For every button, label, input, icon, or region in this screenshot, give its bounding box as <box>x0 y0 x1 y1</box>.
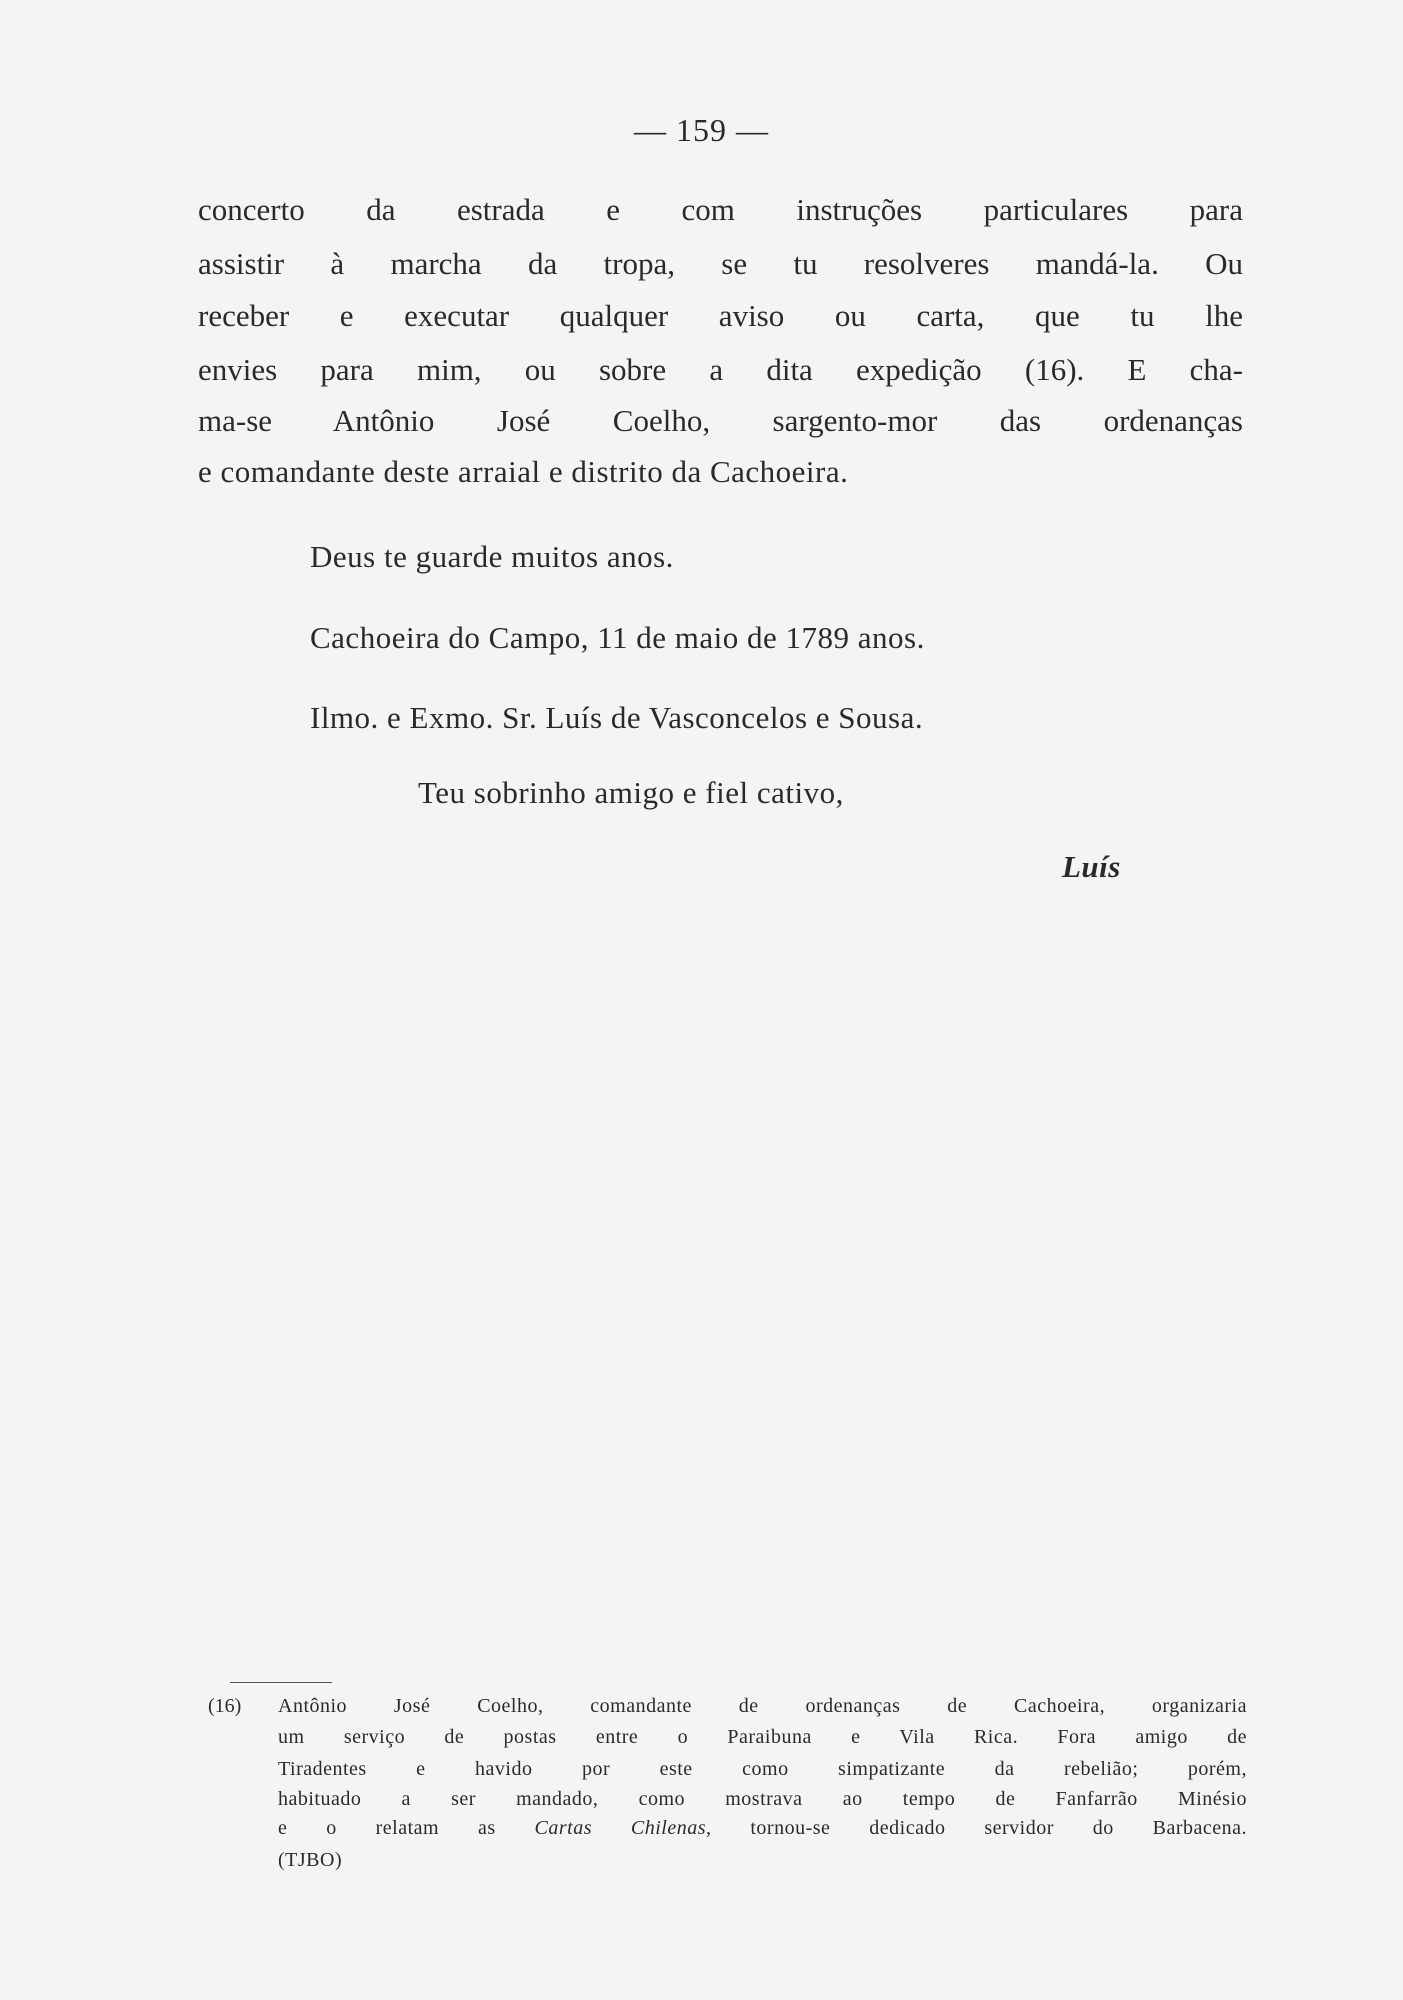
footnote-line: habituado a ser mandado, como mostrava ao tempo de Fanfarrão Minésio <box>278 1788 1247 1810</box>
footnote-line: (TJBO) <box>278 1849 343 1871</box>
footnote-number: (16) <box>208 1695 242 1717</box>
addressee: Ilmo. e Exmo. Sr. Luís de Vasconcelos e Sousa. <box>310 700 924 735</box>
footnote-line: um serviço de postas entre o Paraibuna e Vila Rica. Fora amigo de <box>278 1726 1247 1748</box>
body-line: ma-se Antônio José Coelho, sargento-mor das ordenanças <box>198 403 1243 438</box>
place-date: Cachoeira do Campo, 11 de maio de 1789 anos. <box>310 620 925 655</box>
page-number: — 159 — <box>634 112 769 148</box>
footnote-italic-title: Cartas Chilenas, <box>534 1817 712 1839</box>
footnote-divider <box>230 1682 332 1683</box>
footnote-line: Antônio José Coelho, comandante de ordenanças de Cachoeira, organizaria <box>278 1695 1247 1717</box>
body-line: concerto da estrada e com instruções particulares para <box>198 192 1243 227</box>
footnote-text: tornou-se dedicado servidor do Barbacena. <box>750 1817 1248 1839</box>
footnote-line <box>278 1815 1247 1841</box>
body-line: e comandante deste arraial e distrito da Cachoeira. <box>198 454 849 489</box>
body-line: envies para mim, ou sobre a dita expedição (16). E cha- <box>198 352 1243 387</box>
footnote-line: Tiradentes e havido por este como simpatizante da rebelião; porém, <box>278 1758 1247 1780</box>
signature: Luís <box>1062 849 1121 884</box>
farewell: Deus te guarde muitos anos. <box>310 539 674 574</box>
body-line: receber e executar qualquer aviso ou carta, que tu lhe <box>198 298 1243 333</box>
body-line: assistir à marcha da tropa, se tu resolveres mandá-la. Ou <box>198 246 1243 281</box>
valediction: Teu sobrinho amigo e fiel cativo, <box>418 775 844 810</box>
footnote-text: e o relatam as <box>278 1817 496 1839</box>
